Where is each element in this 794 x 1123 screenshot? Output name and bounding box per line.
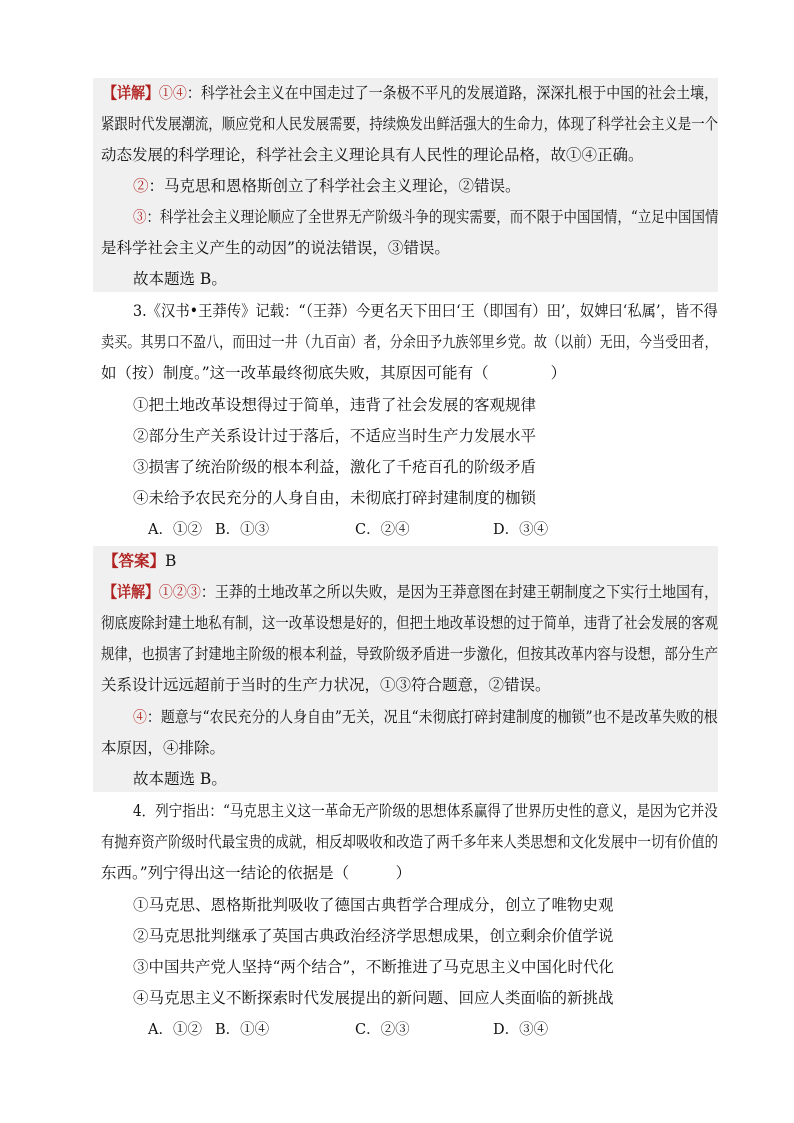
- q3-stem-line-3: 如（按）制度。”这一改革最终彻底失败，其原因可能有（ ）: [101, 364, 567, 382]
- q3-option-c: C．②④: [355, 522, 410, 538]
- explain-choice: ①②③: [158, 583, 201, 601]
- q3-option-d: D．③④: [493, 522, 549, 538]
- q4-option-b: B．①④: [215, 1022, 270, 1038]
- q3-stem-line-2: 卖买。其男口不盈八，而田过一井（九百亩）者，分余田予九族邻里乡党。故（以前）无田，今当受田者，: [101, 333, 718, 351]
- explain-text: ：王莽的土地改革之所以失败，是因为王莽意图在封建王朝制度之下实行土地国有，: [200, 583, 719, 601]
- answer-tag: 【答案】: [103, 551, 166, 570]
- answer-value: B: [165, 552, 177, 570]
- q2-explain-line-2: 紧跟时代发展潮流，顺应党和人民发展需要，持续焕发出鲜活强大的生命力，体现了科学社会主义是一个: [101, 115, 719, 133]
- q4-item-1: ①马克思、恩格斯批判吸收了德国古典哲学合理成分，创立了唯物史观: [133, 896, 614, 914]
- q3-explain-line-5: [133, 706, 718, 728]
- q3-item-4: ④未给予农民充分的人身自由，未彻底打碎封建制度的枷锁: [133, 489, 537, 507]
- explain-text: ：马克思和恩格斯创立了科学社会主义理论，②错误。: [148, 177, 521, 195]
- q3-explain-line-6: 本原因，④排除。: [101, 739, 226, 757]
- explain-tag: 【详解】: [103, 582, 159, 601]
- explain-text: ：科学社会主义在中国走过了一条极不平凡的发展道路，深深扎根于中国的社会土壤，: [186, 84, 719, 102]
- explain-text: ：题意与“农民充分的人身自由”无关，况且“未彻底打碎封建制度的枷锁”也不是改革失败的根: [146, 708, 718, 726]
- q3-item-1: ①把土地改革设想得过于简单，违背了社会发展的客观规律: [133, 396, 537, 414]
- q3-explain-line-4: 关系设计远远超前于当时的生产力状况，①③符合题意，②错误。: [101, 676, 551, 694]
- q2-explain-line-4: [133, 175, 521, 197]
- q2-explain-line-1: [103, 82, 718, 104]
- q3-explain-line-1: [103, 581, 718, 603]
- q3-item-2: ②部分生产关系设计过于落后，不适应当时生产力发展水平: [133, 427, 537, 445]
- q2-conclusion: 故本题选 B。: [133, 270, 227, 288]
- explain-tag: 【详解】: [103, 83, 159, 102]
- q2-explain-line-6: 是科学社会主义产生的动因”的说法错误，③错误。: [101, 239, 450, 257]
- q3-conclusion: 故本题选 B。: [133, 770, 227, 788]
- q4-stem-line-3: 东西。”列宁得出这一结论的依据是（ ）: [101, 864, 412, 882]
- explain-choice: ②: [133, 177, 149, 195]
- explain-text: ：科学社会主义理论顺应了全世界无产阶级斗争的现实需要，而不限于中国国情，“立足中国国情: [146, 208, 719, 226]
- q3-explain-line-3: 规律，也损害了封建地主阶级的根本利益，导致阶级矛盾进一步激化，但按其改革内容与设想，部分生产: [101, 645, 719, 663]
- q2-explain-line-3: 动态发展的科学理论，科学社会主义理论具有人民性的理论品格，故①④正确。: [101, 146, 644, 164]
- q4-option-d: D．③④: [493, 1022, 549, 1038]
- explain-choice: ③: [133, 208, 147, 226]
- explain-choice: ①④: [158, 84, 187, 102]
- q4-item-2: ②马克思批判继承了英国古典政治经济学思想成果，创立剩余价值学说: [133, 927, 614, 945]
- q4-item-4: ④马克思主义不断探索时代发展提出的新问题、回应人类面临的新挑战: [133, 989, 614, 1007]
- q4-item-3: ③中国共产党人坚持“两个结合”，不断推进了马克思主义中国化时代化: [133, 958, 614, 976]
- q4-stem-line-2: 有抛弃资产阶级时代最宝贵的成就，相反却吸收和改造了两千多年来人类思想和文化发展中一切有价值的: [101, 833, 719, 851]
- q4-option-a: A．①②: [148, 1022, 202, 1038]
- q4-stem-line-1: 4．列宁指出：“马克思主义这一革命无产阶级的思想体系赢得了世界历史性的意义，是因为它并没: [133, 802, 718, 820]
- q3-item-3: ③损害了统治阶级的根本利益，激化了千疮百孔的阶级矛盾: [133, 458, 537, 476]
- q3-option-b: B．①③: [215, 522, 270, 538]
- q2-explain-line-5: [133, 206, 718, 228]
- explain-choice: ④: [133, 708, 147, 726]
- q3-stem-line-1: 3.《汉书•王莽传》记载：“（王莽）今更名天下田曰‘王（即国有）田’，奴婢曰‘私属’，皆不得: [133, 302, 718, 320]
- q3-option-a: A．①②: [148, 522, 202, 538]
- q3-answer: [103, 550, 176, 572]
- q3-explain-line-2: 彻底废除封建土地私有制，这一改革设想是好的，但把土地改革设想的过于简单，违背了社会发展的客观: [101, 614, 719, 632]
- q4-option-c: C．②③: [355, 1022, 410, 1038]
